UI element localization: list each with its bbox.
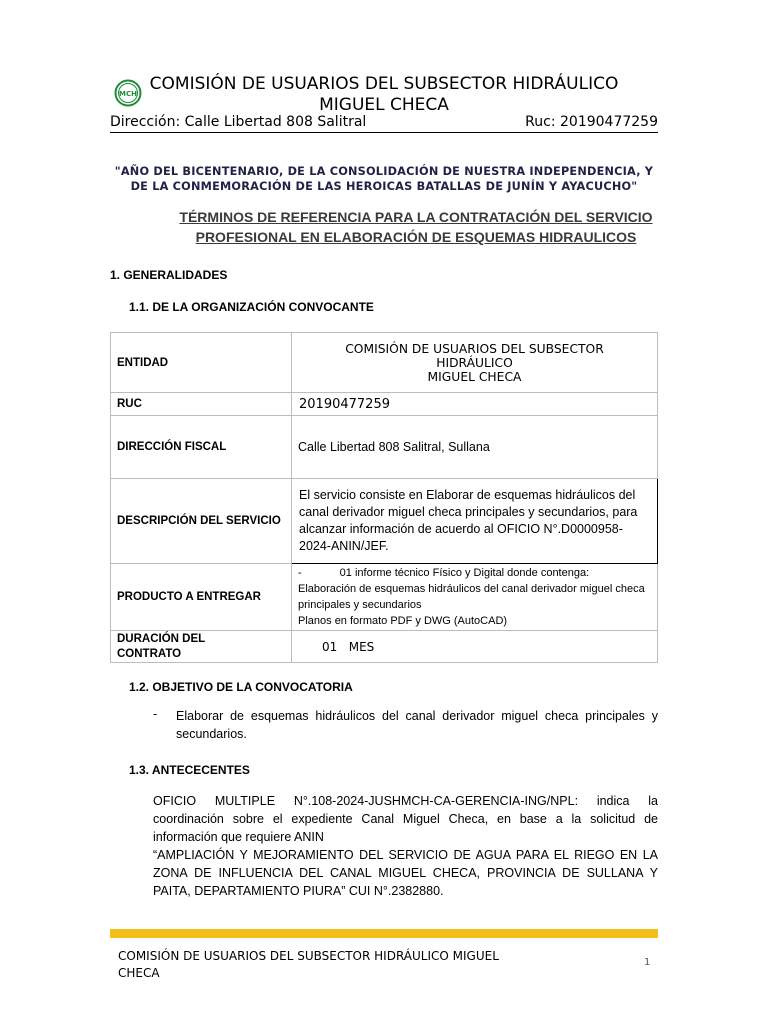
producto-line2: Elaboración de esquemas hidráulicos del canal derivador miguel checa principales y secundarios	[298, 583, 645, 611]
table-row	[111, 631, 658, 663]
footer-organization	[118, 948, 518, 982]
year-motto	[110, 164, 658, 194]
organization-title-line1: COMISIÓN DE USUARIOS DEL SUBSECTOR HIDRÁULICO	[149, 74, 619, 94]
organization-title-line2: MIGUEL CHECA	[319, 95, 449, 115]
section-heading-organizacion: 1.1. DE LA ORGANIZACIÓN CONVOCANTE	[129, 300, 374, 314]
objective-bullet: -	[153, 707, 158, 721]
entidad-line3: MIGUEL CHECA	[427, 369, 522, 384]
table-label-direccion: DIRECCIÓN FISCAL	[111, 416, 292, 479]
table-value-direccion: Calle Libertad 808 Salitral, Sullana	[292, 416, 658, 479]
section-heading-antecedentes: 1.3. ANTECECENTES	[129, 763, 250, 777]
antecedentes-project: “AMPLIACIÓN Y MEJORAMIENTO DEL SERVICIO DE AGUA PARA EL RIEGO EN LA ZONA DE INFLUENCIA DEL CANAL MIGUEL CHECA, PROVINCIA DE SULLANA Y PAITA, DEPARTAMIENTO PIURA” CUI N°.2382880.	[153, 848, 658, 898]
organization-title	[110, 74, 658, 116]
section-heading-objetivo: 1.2. OBJETIVO DE LA CONVOCATORIA	[129, 680, 353, 694]
year-motto-line1: "AÑO DEL BICENTENARIO, DE LA CONSOLIDACIÓN DE NUESTRA INDEPENDENCIA, Y	[114, 165, 654, 178]
table-label-descripcion: DESCRIPCIÓN DEL SERVICIO	[111, 479, 292, 564]
logo-lettering: MCH	[119, 90, 137, 98]
producto-line1	[298, 565, 651, 581]
objective-text: Elaborar de esquemas hidráulicos del canal derivador miguel checa principales y secundarios.	[176, 709, 658, 741]
table-row	[111, 333, 658, 393]
footer-bar	[110, 929, 658, 938]
duracion-label-line1: DURACIÓN DEL	[117, 632, 206, 645]
antecedentes-paragraph: OFICIO MULTIPLE N°.108-2024-JUSHMCH-CA-GERENCIA-ING/NPL: indica la coordinación sobre el expediente Canal Miguel Checa, en base a la solicitud de información que requiere ANIN	[153, 794, 658, 844]
antecedentes-body	[153, 792, 658, 900]
table-value-ruc: 20190477259	[292, 393, 658, 416]
entidad-line1: COMISIÓN DE USUARIOS DEL SUBSECTOR	[345, 341, 604, 356]
table-row	[111, 416, 658, 479]
table-label-ruc: RUC	[111, 393, 292, 416]
organization-table	[110, 332, 658, 663]
table-value-duracion: 01 MES	[292, 631, 658, 663]
page-number: 1	[644, 957, 651, 968]
table-value-producto	[292, 564, 658, 631]
table-row	[111, 564, 658, 631]
document-title-line1: TÉRMINOS DE REFERENCIA PARA LA CONTRATACIÓN DEL SERVICIO	[179, 209, 653, 225]
producto-line3: Planos en formato PDF y DWG (AutoCAD)	[298, 615, 508, 627]
table-value-entidad	[292, 333, 658, 393]
header-divider	[110, 132, 658, 133]
table-row	[111, 479, 658, 564]
footer-line1: COMISIÓN DE USUARIOS DEL SUBSECTOR HIDRÁULICO MIGUEL	[118, 949, 499, 963]
table-label-duracion	[111, 631, 292, 663]
header-ruc: Ruc: 20190477259	[525, 114, 658, 130]
document-title	[110, 208, 722, 247]
header-address: Dirección: Calle Libertad 808 Salitral	[110, 114, 367, 130]
table-row	[111, 393, 658, 416]
entidad-line2: HIDRÁULICO	[436, 355, 513, 370]
document-title-line2: PROFESIONAL EN ELABORACIÓN DE ESQUEMAS HIDRAULICOS	[195, 228, 637, 245]
year-motto-line2: DE LA CONMEMORACIÓN DE LAS HEROICAS BATALLAS DE JUNÍN Y AYACUCHO"	[130, 180, 638, 193]
duracion-label-line2: CONTRATO	[117, 647, 182, 660]
section-heading-generalidades: 1. GENERALIDADES	[110, 268, 228, 282]
footer-line2: CHECA	[118, 966, 160, 980]
table-label-entidad: ENTIDAD	[111, 333, 292, 393]
table-label-producto: PRODUCTO A ENTREGAR	[111, 564, 292, 631]
table-value-descripcion: El servicio consiste en Elaborar de esquemas hidráulicos del canal derivador miguel checa principales y secundarios, para alcanzar información de acuerdo al OFICIO N°.D0000958-2024-ANIN/JEF.	[292, 479, 658, 564]
producto-dash: -	[298, 567, 302, 579]
producto-line1-text: 01 informe técnico Físico y Digital donde contenga:	[339, 567, 590, 579]
